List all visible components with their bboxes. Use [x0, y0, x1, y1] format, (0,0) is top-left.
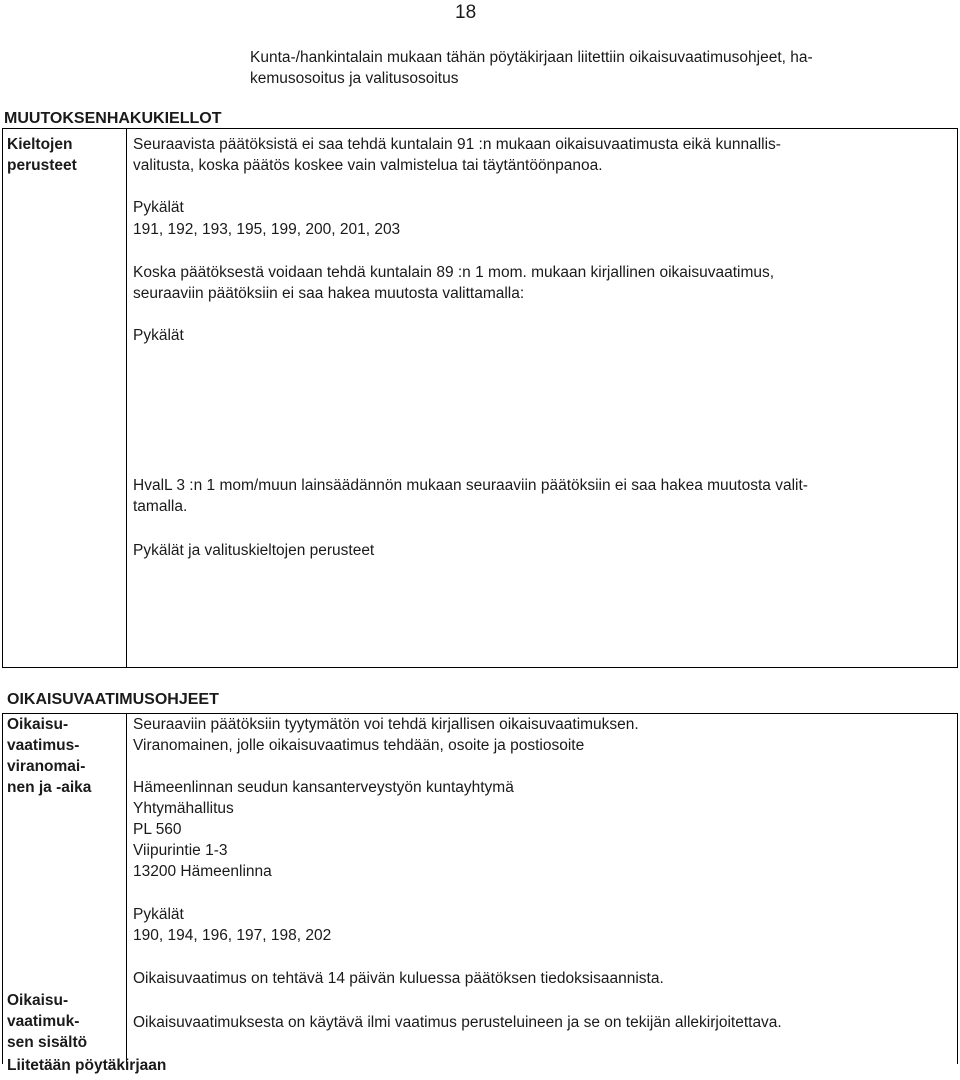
label-oikaisuvaatimuksen-sisalto: Oikaisu- vaatimuk- sen sisältö: [7, 992, 88, 1051]
table-divider-2: [126, 713, 127, 1063]
section-heading-oikaisuvaatimusohjeet: OIKAISUVAATIMUSOHJEET: [7, 691, 219, 708]
restriction-paragraph-1: Seuraavista päätöksistä ei saa tehdä kuntalain 91 :n mukaan oikaisuvaatimusta eikä kunnallis-: [133, 136, 781, 153]
sections-list-1: 191, 192, 193, 195, 199, 200, 201, 203: [133, 221, 401, 238]
restriction-paragraph-3: HvalL 3 :n 1 mom/muun lainsäädännön mukaan seuraaviin päätöksiin ei saa hakea muutosta valit-: [133, 477, 808, 494]
restriction-paragraph-2-cont: seuraaviin päätöksiin ei saa hakea muutosta valittamalla:: [133, 285, 525, 302]
authority-address: Hämeenlinnan seudun kansanterveystyön kuntayhtymä Yhtymähallitus PL 560 Viipurintie 1-3 13200 Hämeenlinna: [133, 779, 514, 880]
sections-label-2: Pykälät: [133, 327, 184, 344]
table-divider: [126, 128, 127, 667]
page-number: 18: [455, 2, 477, 23]
sections-label-3: Pykälät ja valituskieltojen perusteet: [133, 542, 375, 559]
label-kieltojen-perusteet: Kieltojen perusteet: [7, 136, 77, 174]
appeal-deadline: Oikaisuvaatimus on tehtävä 14 päivän kuluessa päätöksen tiedoksisaannista.: [133, 970, 664, 987]
restriction-paragraph-1-cont: valitusta, koska päätös koskee vain valmistelua tai täytäntöönpanoa.: [133, 157, 603, 174]
appeal-sections-list: 190, 194, 196, 197, 198, 202: [133, 927, 332, 944]
label-oikaisuvaatimusviranomainen: Oikaisu- vaatimus- viranomai- nen ja -aika: [7, 716, 92, 796]
appeal-sections-label: Pykälät: [133, 906, 184, 923]
section-heading-muutoksenhakukiellot: MUUTOKSENHAKUKIELLOT: [4, 110, 222, 127]
appeal-line-1: Seuraaviin päätöksiin tyytymätön voi tehdä kirjallisen oikaisuvaatimuksen.: [133, 716, 639, 733]
sections-label-1: Pykälät: [133, 199, 184, 216]
appeal-line-2: Viranomainen, jolle oikaisuvaatimus tehdään, osoite ja postiosoite: [133, 737, 585, 754]
restriction-paragraph-2: Koska päätöksestä voidaan tehdä kuntalain 89 :n 1 mom. mukaan kirjallinen oikaisuvaatimus,: [133, 264, 775, 281]
intro-text: Kunta-/hankintalain mukaan tähän pöytäkirjaan liitettiin oikaisuvaatimusohjeet, ha- kemusosoitus ja valitusosoitus: [250, 49, 813, 87]
restriction-paragraph-3-cont: tamalla.: [133, 498, 188, 515]
footer-attached: Liitetään pöytäkirjaan: [7, 1057, 167, 1074]
appeal-content-requirement: Oikaisuvaatimuksesta on käytävä ilmi vaatimus perusteluineen ja se on tekijän allekirjoitettava.: [133, 1014, 782, 1031]
